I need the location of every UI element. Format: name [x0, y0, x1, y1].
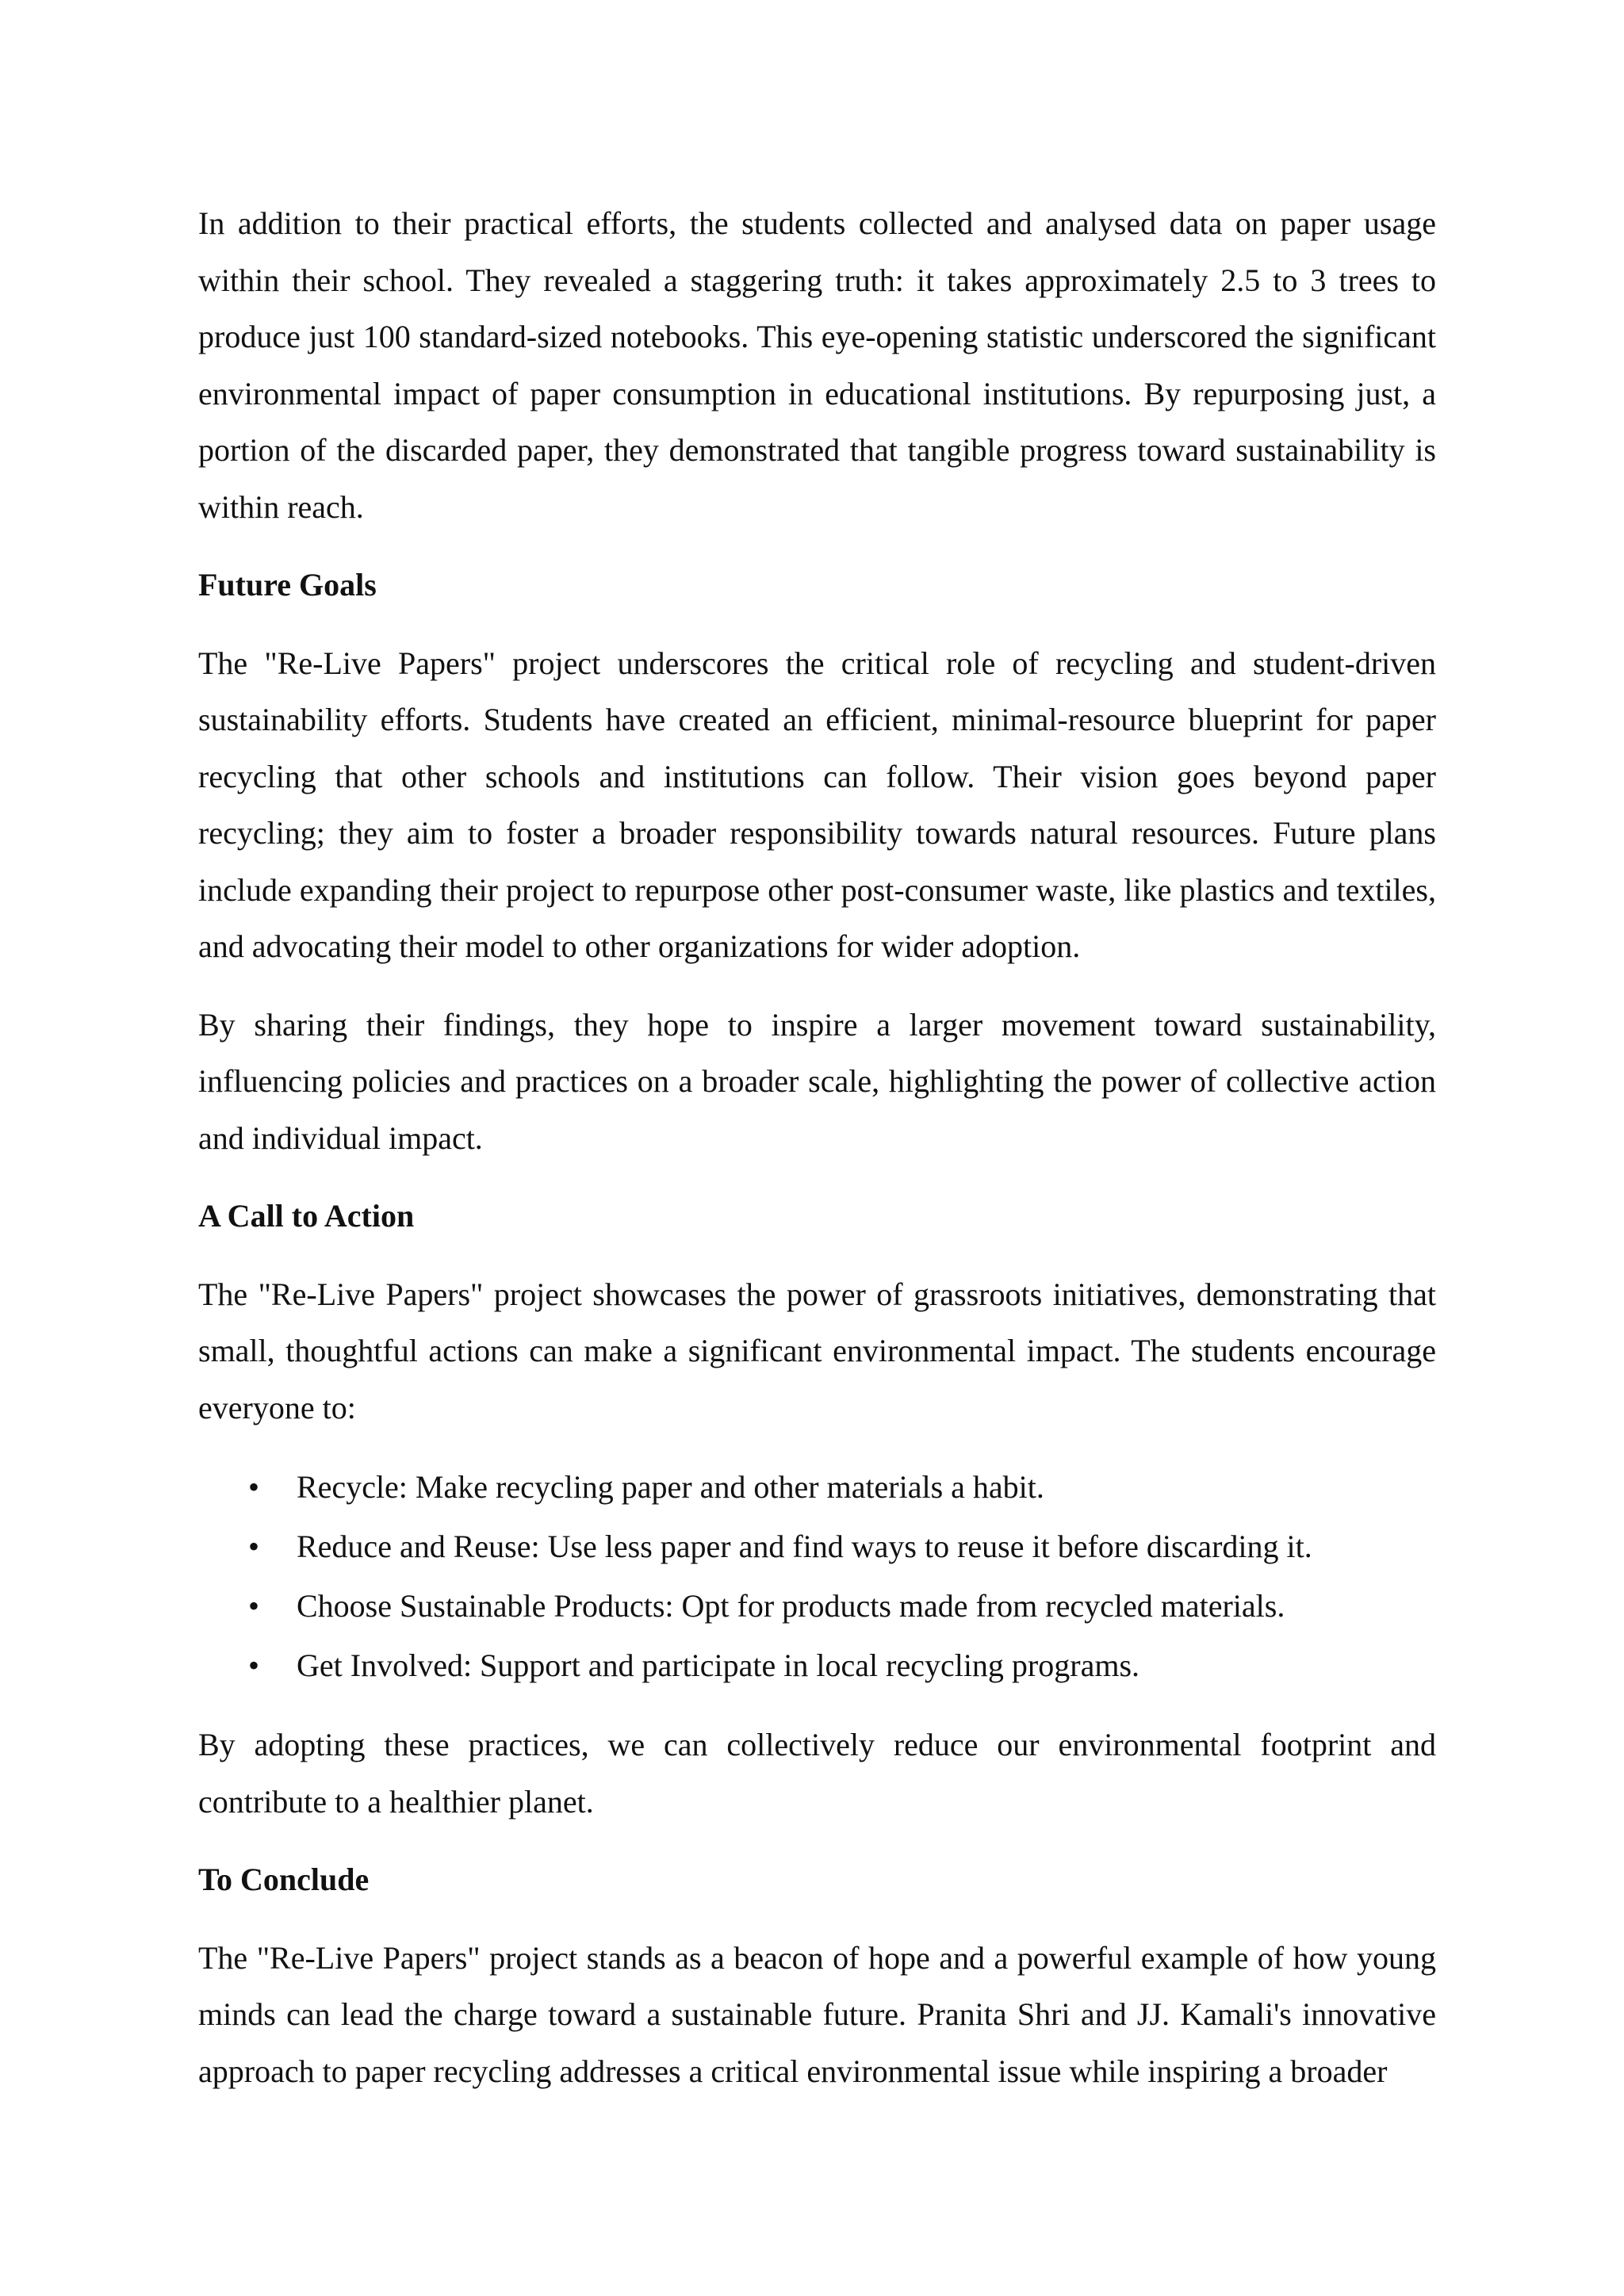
paragraph-conclusion: The "Re-Live Papers" project stands as a beacon of hope and a powerful example of how young minds can lead the charge toward a sustainable future. Pranita Shri and JJ. Kamali's innovative approach to paper recycling addresses a critical environmental issue while inspiring a broader [198, 1939, 1436, 2089]
list-item-text: Choose Sustainable Products: Opt for products made from recycled materials. [297, 1588, 1285, 1624]
list-item-text: Get Involved: Support and participate in local recycling programs. [297, 1647, 1140, 1683]
paragraph-call-to-action-intro: The "Re-Live Papers" project showcases the power of grassroots initiatives, demonstrating that small, thoughtful actions can make a significant environmental impact. The students encourage everyone to: [198, 1276, 1436, 1425]
paragraph-future-goals-2: By sharing their findings, they hope to inspire a larger movement toward sustainability, influencing policies and practices on a broader scale, highlighting the power of collective action and individual impact. [198, 1006, 1436, 1156]
paragraph-call-to-action-outro: By adopting these practices, we can collectively reduce our environmental footprint and contribute to a healthier planet. [198, 1727, 1436, 1820]
bullet-icon: • [248, 1647, 260, 1683]
action-list [198, 1457, 1436, 1695]
list-item-text: Reduce and Reuse: Use less paper and find ways to reuse it before discarding it. [297, 1529, 1312, 1564]
bullet-icon: • [248, 1529, 260, 1564]
heading-call-to-action: A Call to Action [198, 1198, 415, 1234]
heading-future-goals: Future Goals [198, 567, 377, 603]
paragraph-data-analysis: In addition to their practical efforts, the students collected and analysed data on paper usage within their school. They revealed a staggering truth: it takes approximately 2.5 to 3 trees to produce just 100 standard-sized notebooks. This eye-opening statistic underscored the significant environmental impact of paper consumption in educational institutions. By repurposing just, a portion of the discarded paper, they demonstrated that tangible progress toward sustainability is within reach. [198, 205, 1436, 525]
document-page [198, 195, 1436, 2099]
list-item [198, 1636, 1436, 1695]
heading-conclusion: To Conclude [198, 1862, 370, 1897]
list-item [198, 1457, 1436, 1517]
bullet-icon: • [248, 1588, 260, 1624]
bullet-icon: • [248, 1469, 260, 1505]
list-item [198, 1517, 1436, 1576]
paragraph-future-goals-1: The "Re-Live Papers" project underscores the critical role of recycling and student-driven sustainability efforts. Students have created an efficient, minimal-resource blueprint for paper recycling that other schools and institutions can follow. Their vision goes beyond paper recycling; they aim to foster a broader responsibility towards natural resources. Future plans include expanding their project to repurpose other post-consumer waste, like plastics and textiles, and advocating their model to other organizations for wider adoption. [198, 645, 1436, 964]
list-item [198, 1576, 1436, 1636]
list-item-text: Recycle: Make recycling paper and other materials a habit. [297, 1469, 1044, 1505]
